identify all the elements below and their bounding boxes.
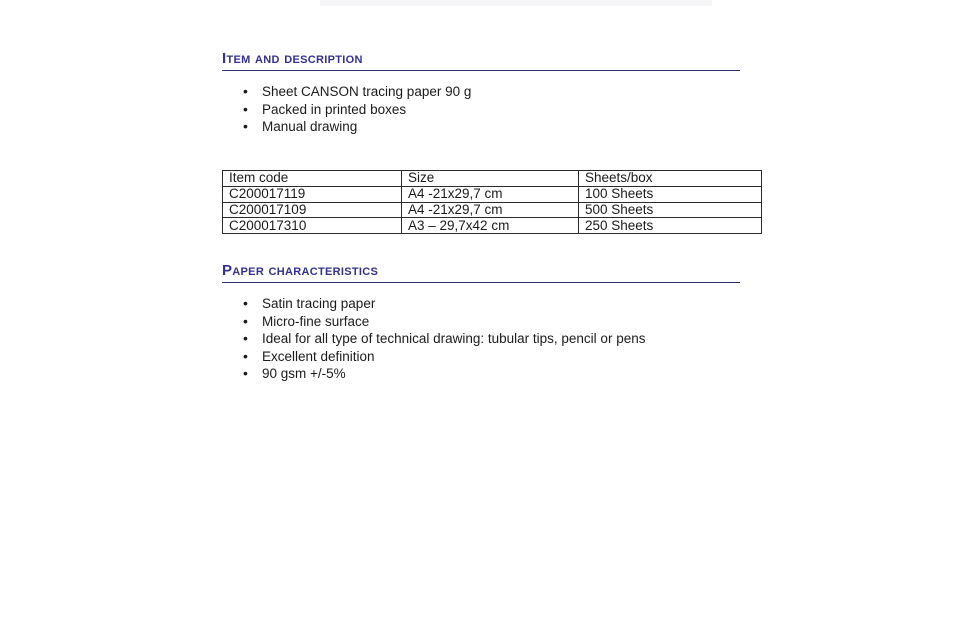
table-row	[223, 202, 762, 218]
item-code-size-table	[222, 170, 762, 234]
bullet-item: • Sheet CANSON tracing paper 90 g	[222, 83, 740, 101]
bullet-item: • Micro-fine surface	[222, 313, 740, 331]
table-row	[223, 186, 762, 202]
heading-underline-rule	[222, 70, 740, 71]
table-header-row	[223, 171, 762, 187]
heading-underline-rule	[222, 282, 740, 283]
table-cell-item-code: C200017109	[223, 202, 402, 218]
table-cell-sheets: 250 Sheets	[579, 218, 762, 234]
item-description-bullet-list	[222, 83, 740, 136]
table-row	[223, 218, 762, 234]
table-cell-item-code: C200017119	[223, 186, 402, 202]
paper-characteristics-bullet-list	[222, 295, 740, 383]
table-cell-size: A4 -21x29,7 cm	[402, 202, 579, 218]
bullet-item: • Ideal for all type of technical drawing: tubular tips, pencil or pens	[222, 330, 740, 348]
table-cell-sheets: 500 Sheets	[579, 202, 762, 218]
table-cell-sheets: 100 Sheets	[579, 186, 762, 202]
table-header-sheets-box: Sheets/box	[579, 171, 762, 187]
section-title-item-and-description: Item and description	[222, 50, 363, 67]
section-title-paper-characteristics: Paper characteristics	[222, 262, 379, 279]
table-cell-size: A3 – 29,7x42 cm	[402, 218, 579, 234]
bullet-item: • Manual drawing	[222, 118, 740, 136]
bullet-item: • Excellent definition	[222, 348, 740, 366]
table-cell-item-code: C200017310	[223, 218, 402, 234]
bullet-item: • Packed in printed boxes	[222, 101, 740, 119]
table-cell-size: A4 -21x29,7 cm	[402, 186, 579, 202]
bullet-item: • Satin tracing paper	[222, 295, 740, 313]
table-header-size: Size	[402, 171, 579, 187]
table-header-item-code: Item code	[223, 171, 402, 187]
top-toolbar-remnant-strip	[320, 0, 712, 6]
bullet-item: • 90 gsm +/-5%	[222, 365, 740, 383]
